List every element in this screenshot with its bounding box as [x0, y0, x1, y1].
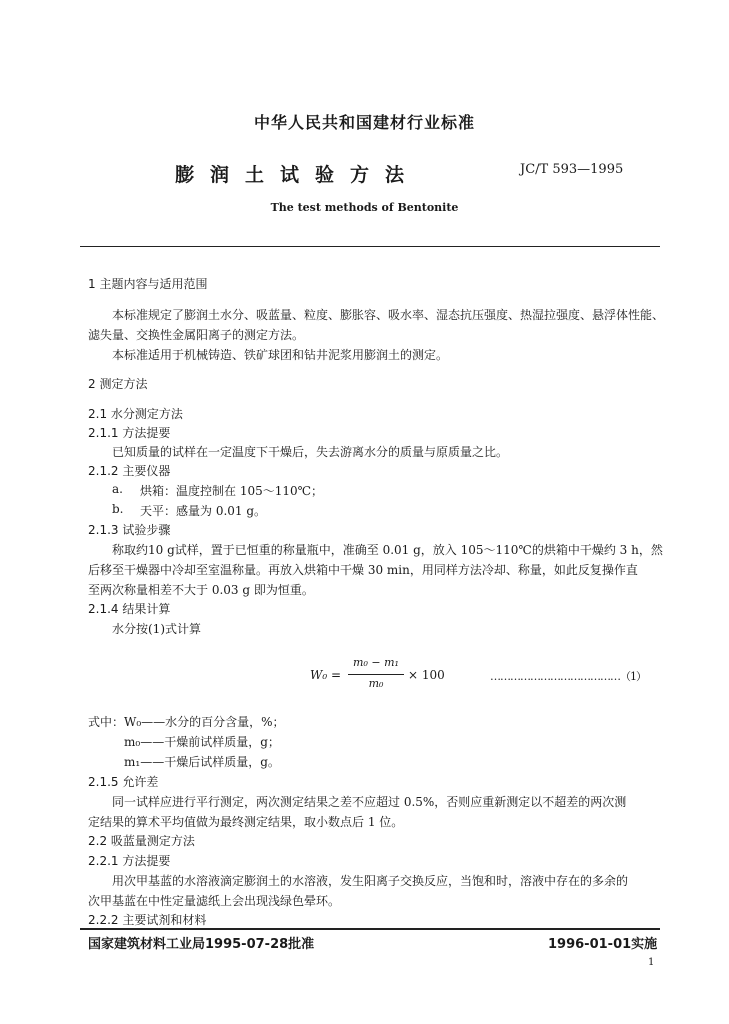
- section-2-1-4-text: 水分按(1)式计算: [112, 622, 201, 636]
- list-item-b-label: b.: [112, 502, 124, 516]
- section-2-2-1-line-1: 用次甲基蓝的水溶液滴定膨润土的水溶液，发生阳离子交换反应，当饱和时，溶液中存在的多余的: [112, 874, 629, 888]
- formula-denominator: m₀: [368, 677, 384, 690]
- section-2-1-5-heading: 2.1.5 允许差: [88, 775, 159, 789]
- document-title: 膨润土试验方法: [175, 164, 421, 186]
- formula-number: …………………………………（1）: [490, 670, 646, 683]
- list-item-a: 烘箱：温度控制在 105～110℃；: [140, 484, 324, 498]
- section-2-1-3-line-1: 称取约10 g试样，置于已恒重的称量瓶中，准确至 0.01 g，放入 105～110℃的烘箱中干燥约 3 h，然: [112, 543, 663, 557]
- variable-m1: m₁——干燥后试样质量，g。: [124, 755, 280, 769]
- variable-m0: m₀——干燥前试样质量，g；: [124, 735, 280, 749]
- list-item-b: 天平：感量为 0.01 g。: [140, 504, 267, 518]
- section-2-heading: 2 测定方法: [88, 377, 148, 391]
- section-2-1-3-line-3: 至两次称量相差不大于 0.03 g 即为恒重。: [88, 583, 314, 597]
- section-2-1-5-line-1: 同一试样应进行平行测定，两次测定结果之差不应超过 0.5%，否则应重新测定以不超差的两次测: [112, 795, 627, 809]
- standard-code: JC/T 593—1995: [520, 162, 624, 177]
- formula-lhs: W₀ =: [310, 668, 342, 682]
- formula-rhs: × 100: [408, 668, 445, 682]
- section-2-1-2-heading: 2.1.2 主要仪器: [88, 464, 171, 478]
- list-item-a-label: a.: [112, 482, 123, 496]
- section-2-2-1-heading: 2.2.1 方法提要: [88, 854, 171, 868]
- section-1-paragraph-1-line-2: 滤失量、交换性金属阳离子的测定方法。: [88, 328, 305, 342]
- page-number: 1: [648, 957, 655, 968]
- section-2-1-3-heading: 2.1.3 试验步骤: [88, 523, 171, 537]
- header-rule: [80, 246, 660, 247]
- section-2-2-2-heading: 2.2.2 主要试剂和材料: [88, 913, 207, 927]
- section-2-1-heading: 2.1 水分测定方法: [88, 407, 183, 421]
- section-1-paragraph-1-line-1: 本标准规定了膨润土水分、吸蓝量、粒度、膨胀容、吸水率、湿态抗压强度、热湿拉强度、悬浮体性能、: [112, 308, 665, 322]
- approval-info: 国家建筑材料工业局1995-07-28批准: [88, 937, 315, 952]
- footer-rule: [80, 928, 660, 930]
- section-2-2-heading: 2.2 吸蓝量测定方法: [88, 834, 195, 848]
- section-1-heading: 1 主题内容与适用范围: [88, 277, 208, 291]
- english-title: The test methods of Bentonite: [270, 201, 459, 214]
- effective-date: 1996-01-01实施: [548, 937, 658, 952]
- section-2-1-1-heading: 2.1.1 方法提要: [88, 426, 171, 440]
- section-2-1-4-heading: 2.1.4 结果计算: [88, 602, 171, 616]
- section-2-1-1-text: 已知质量的试样在一定温度下干燥后，失去游离水分的质量与原质量之比。: [112, 445, 509, 459]
- section-1-paragraph-2: 本标准适用于机械铸造、铁矿球团和钻井泥浆用膨润土的测定。: [112, 348, 449, 362]
- formula-numerator: m₀ − m₁: [353, 656, 399, 669]
- section-2-1-3-line-2: 后移至干燥器中冷却至室温称量。再放入烘箱中干燥 30 min，用同样方法冷却、称量，如此反复操作直: [88, 563, 638, 577]
- section-2-2-1-line-2: 次甲基蓝在中性定量滤纸上会出现浅绿色晕环。: [88, 894, 341, 908]
- standard-organization: 中华人民共和国建材行业标准: [253, 113, 475, 132]
- section-2-1-5-line-2: 定结果的算术平均值做为最终测定结果，取小数点后 1 位。: [88, 815, 404, 829]
- formula-fraction-bar: [348, 674, 404, 675]
- variable-w0: W₀——水分的百分含量，%；: [124, 715, 285, 729]
- where-label: 式中：: [88, 715, 125, 729]
